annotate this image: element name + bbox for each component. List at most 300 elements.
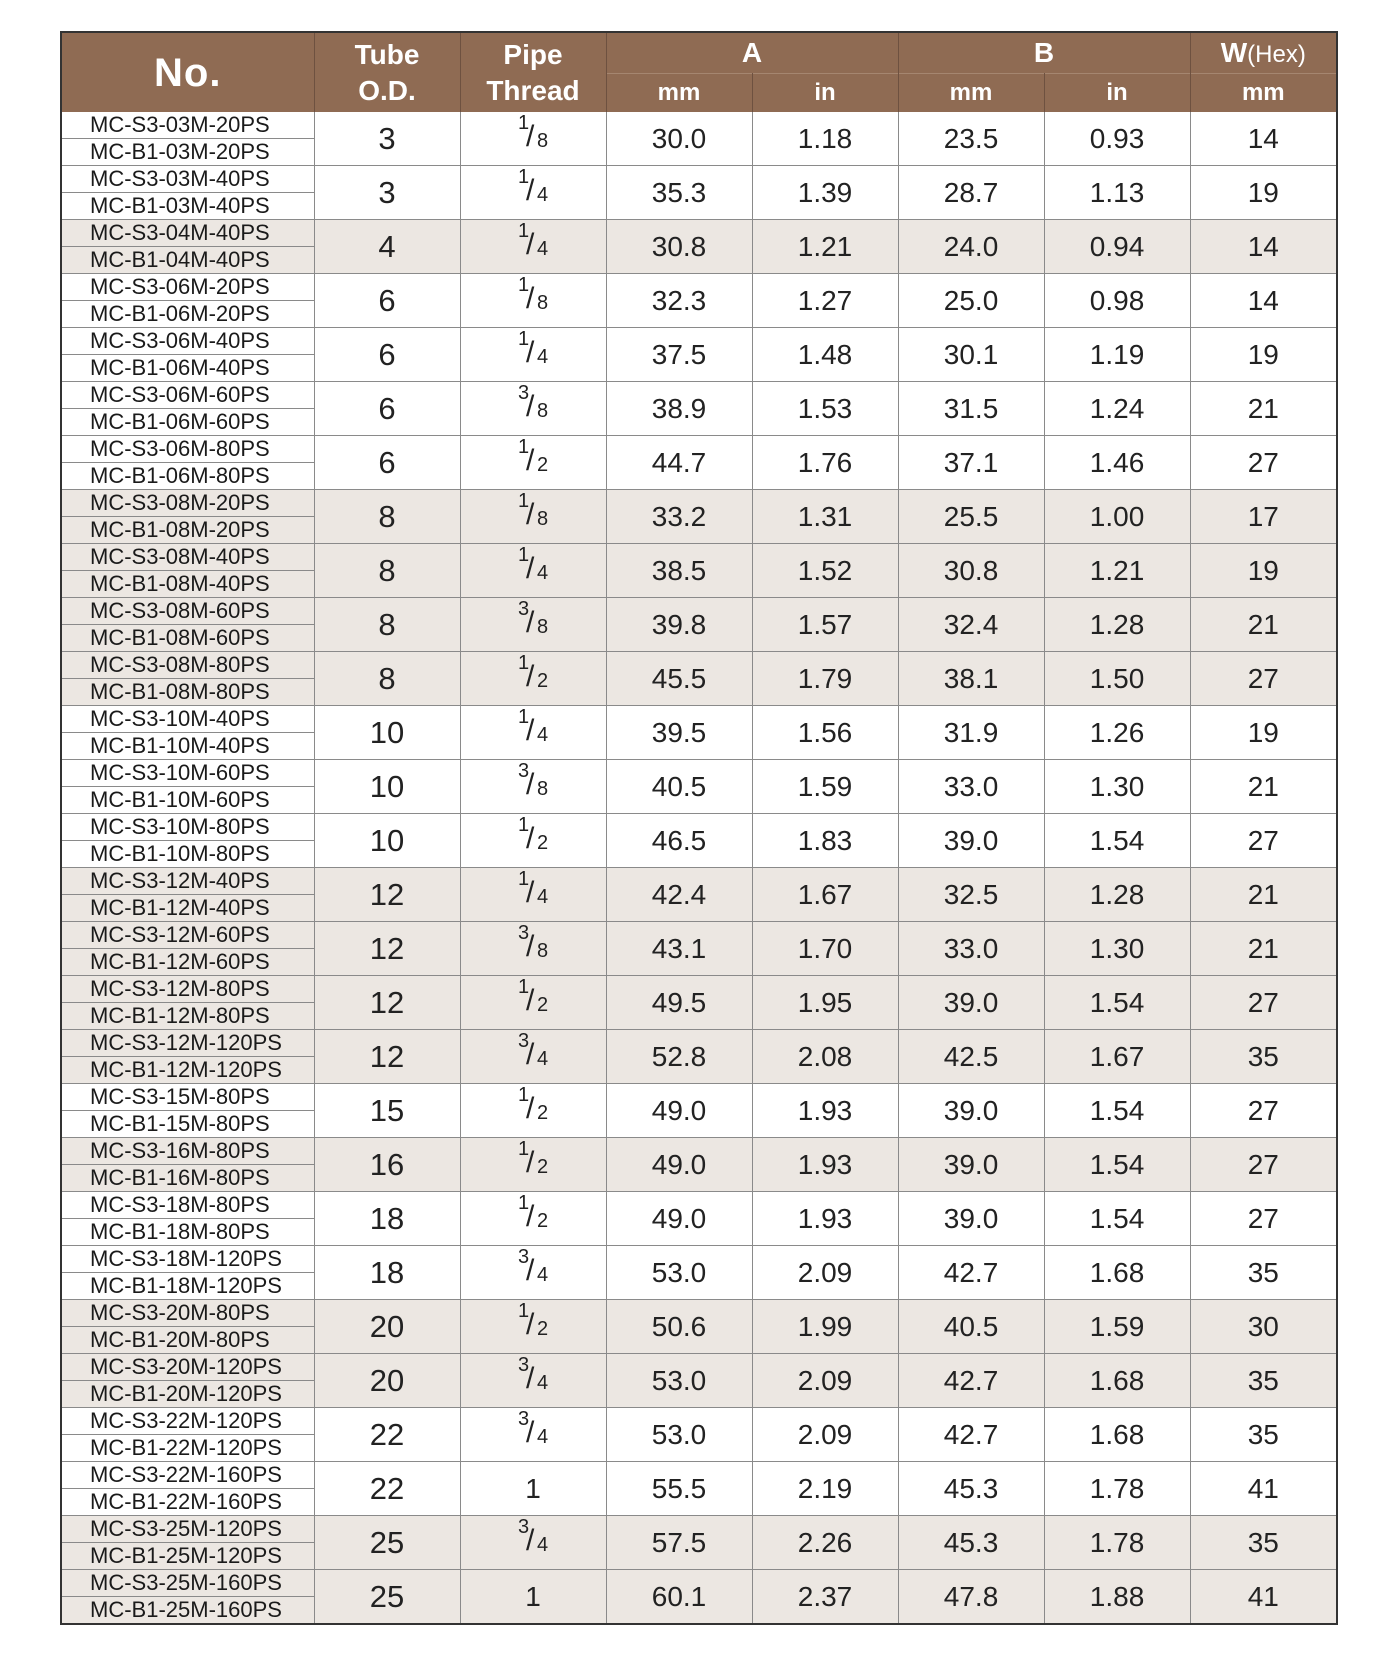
tube-od-cell: 10 bbox=[314, 814, 460, 868]
a-in-cell: 1.53 bbox=[752, 382, 898, 436]
table-row bbox=[61, 760, 1337, 814]
pipe-thread-cell bbox=[460, 1138, 606, 1192]
tube-od-cell: 15 bbox=[314, 1084, 460, 1138]
b-in-cell: 1.54 bbox=[1044, 976, 1190, 1030]
part-number-b1: MC-B1-22M-120PS bbox=[90, 1435, 282, 1460]
part-number-b1: MC-B1-12M-120PS bbox=[90, 1057, 282, 1082]
a-mm-cell: 52.8 bbox=[606, 1030, 752, 1084]
part-number-cell bbox=[61, 382, 314, 436]
fraction-slash: / bbox=[526, 606, 535, 639]
thread-denominator: 2 bbox=[537, 454, 549, 476]
thread-denominator: 8 bbox=[537, 508, 549, 530]
w-hex-cell: 30 bbox=[1190, 1300, 1337, 1354]
header-b-mm: mm bbox=[898, 74, 1044, 113]
thread-numerator: 3 bbox=[518, 1354, 530, 1376]
b-mm-cell: 42.7 bbox=[898, 1354, 1044, 1408]
fraction-slash: / bbox=[526, 498, 535, 531]
a-in-cell: 1.83 bbox=[752, 814, 898, 868]
thread-numerator: 1 bbox=[518, 166, 530, 188]
header-pipe-line1: Pipe bbox=[503, 38, 563, 70]
table-row bbox=[61, 1462, 1337, 1516]
w-hex-cell: 27 bbox=[1190, 814, 1337, 868]
pipe-thread-cell bbox=[460, 382, 606, 436]
table-row bbox=[61, 1570, 1337, 1625]
b-in-cell: 0.94 bbox=[1044, 220, 1190, 274]
pipe-thread-cell bbox=[460, 976, 606, 1030]
thread-denominator: 4 bbox=[537, 346, 549, 368]
part-number-s3: MC-S3-16M-80PS bbox=[62, 1138, 314, 1165]
tube-od-cell: 8 bbox=[314, 490, 460, 544]
thread-fraction bbox=[516, 168, 550, 210]
w-hex-cell: 21 bbox=[1190, 868, 1337, 922]
thread-numerator: 1 bbox=[518, 868, 530, 890]
part-number-cell bbox=[61, 1516, 314, 1570]
b-mm-cell: 42.5 bbox=[898, 1030, 1044, 1084]
b-in-cell: 1.00 bbox=[1044, 490, 1190, 544]
part-number-b1: MC-B1-18M-80PS bbox=[90, 1219, 270, 1244]
thread-denominator: 4 bbox=[537, 238, 549, 260]
tube-od-cell: 3 bbox=[314, 112, 460, 166]
thread-fraction bbox=[516, 1194, 550, 1236]
thread-fraction bbox=[516, 1032, 550, 1074]
thread-numerator: 1 bbox=[518, 976, 530, 998]
tube-od-cell: 20 bbox=[314, 1300, 460, 1354]
thread-denominator: 4 bbox=[537, 1534, 549, 1556]
table-row bbox=[61, 274, 1337, 328]
part-number-cell bbox=[61, 706, 314, 760]
a-in-cell: 1.93 bbox=[752, 1192, 898, 1246]
w-hex-cell: 19 bbox=[1190, 166, 1337, 220]
b-mm-cell: 33.0 bbox=[898, 760, 1044, 814]
thread-fraction bbox=[516, 330, 550, 372]
part-number-cell bbox=[61, 1138, 314, 1192]
w-hex-cell: 14 bbox=[1190, 274, 1337, 328]
b-mm-cell: 23.5 bbox=[898, 112, 1044, 166]
thread-denominator: 8 bbox=[537, 292, 549, 314]
b-mm-cell: 32.5 bbox=[898, 868, 1044, 922]
b-mm-cell: 39.0 bbox=[898, 1192, 1044, 1246]
thread-fraction bbox=[516, 222, 550, 264]
part-number-cell bbox=[61, 1570, 314, 1625]
a-mm-cell: 45.5 bbox=[606, 652, 752, 706]
header-b: B bbox=[898, 32, 1190, 74]
part-number-cell bbox=[61, 1084, 314, 1138]
table-row bbox=[61, 598, 1337, 652]
part-number-s3: MC-S3-20M-80PS bbox=[62, 1300, 314, 1327]
part-number-s3: MC-S3-06M-80PS bbox=[62, 436, 314, 463]
part-number-cell bbox=[61, 274, 314, 328]
part-number-s3: MC-S3-15M-80PS bbox=[62, 1084, 314, 1111]
a-in-cell: 1.93 bbox=[752, 1138, 898, 1192]
thread-numerator: 1 bbox=[518, 274, 530, 296]
part-number-s3: MC-S3-06M-40PS bbox=[62, 328, 314, 355]
a-in-cell: 1.70 bbox=[752, 922, 898, 976]
b-in-cell: 1.54 bbox=[1044, 1192, 1190, 1246]
thread-denominator: 4 bbox=[537, 724, 549, 746]
thread-denominator: 2 bbox=[537, 670, 549, 692]
pipe-thread-cell bbox=[460, 1516, 606, 1570]
part-number-cell bbox=[61, 436, 314, 490]
a-mm-cell: 30.0 bbox=[606, 112, 752, 166]
w-hex-cell: 19 bbox=[1190, 706, 1337, 760]
thread-denominator: 2 bbox=[537, 1102, 549, 1124]
thread-numerator: 3 bbox=[518, 760, 530, 782]
fraction-slash: / bbox=[526, 1092, 535, 1125]
b-mm-cell: 38.1 bbox=[898, 652, 1044, 706]
part-number-b1: MC-B1-12M-40PS bbox=[90, 895, 270, 920]
thread-numerator: 1 bbox=[518, 436, 530, 458]
tube-od-cell: 12 bbox=[314, 922, 460, 976]
b-in-cell: 1.46 bbox=[1044, 436, 1190, 490]
part-number-b1: MC-B1-08M-40PS bbox=[90, 571, 270, 596]
thread-fraction bbox=[516, 870, 550, 912]
a-mm-cell: 49.5 bbox=[606, 976, 752, 1030]
w-hex-cell: 21 bbox=[1190, 382, 1337, 436]
a-mm-cell: 35.3 bbox=[606, 166, 752, 220]
table-row bbox=[61, 490, 1337, 544]
table-row bbox=[61, 1408, 1337, 1462]
a-in-cell: 2.37 bbox=[752, 1570, 898, 1625]
pipe-thread-cell bbox=[460, 1246, 606, 1300]
thread-denominator: 2 bbox=[537, 1210, 549, 1232]
w-hex-cell: 41 bbox=[1190, 1570, 1337, 1625]
part-number-s3: MC-S3-25M-160PS bbox=[62, 1570, 314, 1597]
a-mm-cell: 53.0 bbox=[606, 1408, 752, 1462]
part-number-b1: MC-B1-03M-20PS bbox=[90, 139, 270, 164]
thread-numerator: 1 bbox=[518, 1192, 530, 1214]
part-number-cell bbox=[61, 976, 314, 1030]
fraction-slash: / bbox=[526, 174, 535, 207]
part-number-cell bbox=[61, 1246, 314, 1300]
tube-od-cell: 4 bbox=[314, 220, 460, 274]
thread-numerator: 3 bbox=[518, 382, 530, 404]
thread-denominator: 4 bbox=[537, 886, 549, 908]
table-row bbox=[61, 706, 1337, 760]
tube-od-cell: 22 bbox=[314, 1462, 460, 1516]
header-pipe-thread bbox=[460, 32, 606, 112]
b-mm-cell: 32.4 bbox=[898, 598, 1044, 652]
a-mm-cell: 40.5 bbox=[606, 760, 752, 814]
fraction-slash: / bbox=[526, 660, 535, 693]
pipe-thread-cell bbox=[460, 490, 606, 544]
a-mm-cell: 50.6 bbox=[606, 1300, 752, 1354]
part-number-cell bbox=[61, 1030, 314, 1084]
thread-denominator: 2 bbox=[537, 1156, 549, 1178]
fraction-slash: / bbox=[526, 228, 535, 261]
b-in-cell: 1.21 bbox=[1044, 544, 1190, 598]
pipe-thread-cell bbox=[460, 1354, 606, 1408]
header-w-suffix: (Hex) bbox=[1247, 41, 1306, 69]
b-in-cell: 1.68 bbox=[1044, 1354, 1190, 1408]
a-mm-cell: 39.8 bbox=[606, 598, 752, 652]
thread-whole: 1 bbox=[525, 1580, 541, 1612]
a-mm-cell: 42.4 bbox=[606, 868, 752, 922]
part-number-b1: MC-B1-08M-60PS bbox=[90, 625, 270, 650]
part-number-s3: MC-S3-06M-60PS bbox=[62, 382, 314, 409]
thread-numerator: 1 bbox=[518, 328, 530, 350]
part-number-s3: MC-S3-08M-40PS bbox=[62, 544, 314, 571]
fraction-slash: / bbox=[526, 1200, 535, 1233]
part-number-s3: MC-S3-12M-120PS bbox=[62, 1030, 314, 1057]
tube-od-cell: 18 bbox=[314, 1192, 460, 1246]
pipe-thread-cell bbox=[460, 1408, 606, 1462]
tube-od-cell: 25 bbox=[314, 1516, 460, 1570]
b-mm-cell: 45.3 bbox=[898, 1516, 1044, 1570]
w-hex-cell: 35 bbox=[1190, 1246, 1337, 1300]
tube-od-cell: 6 bbox=[314, 382, 460, 436]
thread-denominator: 8 bbox=[537, 400, 549, 422]
a-in-cell: 1.52 bbox=[752, 544, 898, 598]
b-mm-cell: 33.0 bbox=[898, 922, 1044, 976]
part-number-cell bbox=[61, 1192, 314, 1246]
tube-od-cell: 16 bbox=[314, 1138, 460, 1192]
fraction-slash: / bbox=[526, 120, 535, 153]
w-hex-cell: 41 bbox=[1190, 1462, 1337, 1516]
fraction-slash: / bbox=[526, 1362, 535, 1395]
header-row-top bbox=[61, 32, 1337, 74]
thread-denominator: 4 bbox=[537, 1264, 549, 1286]
w-hex-cell: 27 bbox=[1190, 436, 1337, 490]
thread-denominator: 4 bbox=[537, 562, 549, 584]
part-number-cell bbox=[61, 760, 314, 814]
fraction-slash: / bbox=[526, 984, 535, 1017]
thread-numerator: 3 bbox=[518, 1030, 530, 1052]
header-a-mm: mm bbox=[606, 74, 752, 113]
thread-numerator: 1 bbox=[518, 1138, 530, 1160]
a-mm-cell: 43.1 bbox=[606, 922, 752, 976]
w-hex-cell: 27 bbox=[1190, 1192, 1337, 1246]
b-in-cell: 1.50 bbox=[1044, 652, 1190, 706]
part-number-b1: MC-B1-20M-80PS bbox=[90, 1327, 270, 1352]
table-body bbox=[61, 112, 1337, 1624]
part-number-s3: MC-S3-12M-60PS bbox=[62, 922, 314, 949]
fraction-slash: / bbox=[526, 552, 535, 585]
part-number-b1: MC-B1-06M-80PS bbox=[90, 463, 270, 488]
a-mm-cell: 53.0 bbox=[606, 1354, 752, 1408]
part-number-s3: MC-S3-18M-120PS bbox=[62, 1246, 314, 1273]
pipe-thread-cell bbox=[460, 328, 606, 382]
a-in-cell: 1.57 bbox=[752, 598, 898, 652]
a-in-cell: 1.48 bbox=[752, 328, 898, 382]
b-in-cell: 1.67 bbox=[1044, 1030, 1190, 1084]
b-mm-cell: 47.8 bbox=[898, 1570, 1044, 1625]
thread-numerator: 1 bbox=[518, 706, 530, 728]
thread-fraction bbox=[516, 1302, 550, 1344]
a-mm-cell: 60.1 bbox=[606, 1570, 752, 1625]
pipe-thread-cell bbox=[460, 1192, 606, 1246]
header-tube-od bbox=[314, 32, 460, 112]
tube-od-cell: 12 bbox=[314, 868, 460, 922]
a-mm-cell: 37.5 bbox=[606, 328, 752, 382]
table-row bbox=[61, 652, 1337, 706]
part-number-b1: MC-B1-06M-60PS bbox=[90, 409, 270, 434]
thread-numerator: 1 bbox=[518, 490, 530, 512]
pipe-thread-cell bbox=[460, 922, 606, 976]
thread-fraction bbox=[516, 762, 550, 804]
part-number-b1: MC-B1-15M-80PS bbox=[90, 1111, 270, 1136]
pipe-thread-cell bbox=[460, 436, 606, 490]
b-in-cell: 1.78 bbox=[1044, 1462, 1190, 1516]
tube-od-cell: 22 bbox=[314, 1408, 460, 1462]
a-in-cell: 1.56 bbox=[752, 706, 898, 760]
part-number-cell bbox=[61, 652, 314, 706]
header-b-in: in bbox=[1044, 74, 1190, 113]
thread-fraction bbox=[516, 600, 550, 642]
pipe-thread-cell bbox=[460, 1300, 606, 1354]
table-row bbox=[61, 1084, 1337, 1138]
a-in-cell: 1.76 bbox=[752, 436, 898, 490]
thread-fraction bbox=[516, 978, 550, 1020]
part-number-b1: MC-B1-12M-80PS bbox=[90, 1003, 270, 1028]
part-number-b1: MC-B1-10M-80PS bbox=[90, 841, 270, 866]
part-number-s3: MC-S3-03M-40PS bbox=[62, 166, 314, 193]
table-row bbox=[61, 382, 1337, 436]
w-hex-cell: 21 bbox=[1190, 760, 1337, 814]
header-no: No. bbox=[61, 32, 314, 112]
thread-fraction bbox=[516, 546, 550, 588]
thread-numerator: 1 bbox=[518, 652, 530, 674]
thread-fraction bbox=[516, 924, 550, 966]
w-hex-cell: 35 bbox=[1190, 1408, 1337, 1462]
a-in-cell: 1.39 bbox=[752, 166, 898, 220]
part-number-cell bbox=[61, 166, 314, 220]
pipe-thread-cell bbox=[460, 598, 606, 652]
part-number-cell bbox=[61, 1462, 314, 1516]
thread-fraction bbox=[516, 1356, 550, 1398]
thread-denominator: 4 bbox=[537, 1048, 549, 1070]
a-in-cell: 1.21 bbox=[752, 220, 898, 274]
part-number-cell bbox=[61, 328, 314, 382]
fraction-slash: / bbox=[526, 930, 535, 963]
fraction-slash: / bbox=[526, 1254, 535, 1287]
part-number-cell bbox=[61, 112, 314, 166]
w-hex-cell: 27 bbox=[1190, 1138, 1337, 1192]
table-row bbox=[61, 1030, 1337, 1084]
part-number-s3: MC-S3-10M-80PS bbox=[62, 814, 314, 841]
part-number-b1: MC-B1-18M-120PS bbox=[90, 1273, 282, 1298]
tube-od-cell: 10 bbox=[314, 706, 460, 760]
fraction-slash: / bbox=[526, 336, 535, 369]
thread-numerator: 3 bbox=[518, 598, 530, 620]
b-mm-cell: 31.5 bbox=[898, 382, 1044, 436]
a-in-cell: 2.09 bbox=[752, 1408, 898, 1462]
part-number-s3: MC-S3-25M-120PS bbox=[62, 1516, 314, 1543]
table-row bbox=[61, 922, 1337, 976]
part-number-b1: MC-B1-08M-80PS bbox=[90, 679, 270, 704]
part-number-cell bbox=[61, 814, 314, 868]
part-number-cell bbox=[61, 490, 314, 544]
a-mm-cell: 49.0 bbox=[606, 1138, 752, 1192]
a-mm-cell: 46.5 bbox=[606, 814, 752, 868]
w-hex-cell: 21 bbox=[1190, 922, 1337, 976]
tube-od-cell: 6 bbox=[314, 328, 460, 382]
part-number-s3: MC-S3-10M-60PS bbox=[62, 760, 314, 787]
thread-numerator: 3 bbox=[518, 922, 530, 944]
b-mm-cell: 24.0 bbox=[898, 220, 1044, 274]
fraction-slash: / bbox=[526, 822, 535, 855]
part-number-b1: MC-B1-08M-20PS bbox=[90, 517, 270, 542]
thread-denominator: 4 bbox=[537, 1426, 549, 1448]
b-in-cell: 1.78 bbox=[1044, 1516, 1190, 1570]
a-mm-cell: 49.0 bbox=[606, 1192, 752, 1246]
a-in-cell: 1.67 bbox=[752, 868, 898, 922]
table-row bbox=[61, 1300, 1337, 1354]
b-in-cell: 1.26 bbox=[1044, 706, 1190, 760]
tube-od-cell: 10 bbox=[314, 760, 460, 814]
part-number-s3: MC-S3-12M-80PS bbox=[62, 976, 314, 1003]
part-number-s3: MC-S3-22M-120PS bbox=[62, 1408, 314, 1435]
part-number-b1: MC-B1-10M-60PS bbox=[90, 787, 270, 812]
part-number-b1: MC-B1-25M-120PS bbox=[90, 1543, 282, 1568]
fraction-slash: / bbox=[526, 1524, 535, 1557]
part-number-s3: MC-S3-08M-20PS bbox=[62, 490, 314, 517]
thread-fraction bbox=[516, 654, 550, 696]
tube-od-cell: 6 bbox=[314, 274, 460, 328]
fraction-slash: / bbox=[526, 444, 535, 477]
part-number-b1: MC-B1-22M-160PS bbox=[90, 1489, 282, 1514]
b-mm-cell: 25.0 bbox=[898, 274, 1044, 328]
thread-fraction bbox=[516, 492, 550, 534]
b-mm-cell: 45.3 bbox=[898, 1462, 1044, 1516]
tube-od-cell: 8 bbox=[314, 652, 460, 706]
b-in-cell: 0.98 bbox=[1044, 274, 1190, 328]
b-in-cell: 1.88 bbox=[1044, 1570, 1190, 1625]
tube-od-cell: 8 bbox=[314, 598, 460, 652]
thread-denominator: 2 bbox=[537, 832, 549, 854]
a-mm-cell: 55.5 bbox=[606, 1462, 752, 1516]
pipe-thread-cell bbox=[460, 1030, 606, 1084]
b-in-cell: 1.28 bbox=[1044, 598, 1190, 652]
table-row bbox=[61, 328, 1337, 382]
w-hex-cell: 35 bbox=[1190, 1030, 1337, 1084]
part-number-b1: MC-B1-06M-20PS bbox=[90, 301, 270, 326]
tube-od-cell: 6 bbox=[314, 436, 460, 490]
thread-fraction bbox=[516, 1410, 550, 1452]
tube-od-cell: 18 bbox=[314, 1246, 460, 1300]
w-hex-cell: 17 bbox=[1190, 490, 1337, 544]
thread-fraction bbox=[516, 1248, 550, 1290]
b-mm-cell: 42.7 bbox=[898, 1408, 1044, 1462]
a-in-cell: 1.99 bbox=[752, 1300, 898, 1354]
table-header bbox=[61, 32, 1337, 112]
a-in-cell: 2.09 bbox=[752, 1354, 898, 1408]
part-number-b1: MC-B1-12M-60PS bbox=[90, 949, 270, 974]
thread-numerator: 3 bbox=[518, 1408, 530, 1430]
thread-numerator: 3 bbox=[518, 1246, 530, 1268]
thread-numerator: 1 bbox=[518, 1300, 530, 1322]
pipe-thread-cell bbox=[460, 112, 606, 166]
part-number-cell bbox=[61, 220, 314, 274]
thread-fraction bbox=[516, 384, 550, 426]
part-number-b1: MC-B1-20M-120PS bbox=[90, 1381, 282, 1406]
thread-numerator: 1 bbox=[518, 1084, 530, 1106]
thread-denominator: 2 bbox=[537, 994, 549, 1016]
tube-od-cell: 20 bbox=[314, 1354, 460, 1408]
thread-fraction bbox=[516, 438, 550, 480]
thread-whole: 1 bbox=[525, 1472, 541, 1504]
table-row bbox=[61, 1246, 1337, 1300]
pipe-thread-cell bbox=[460, 760, 606, 814]
b-mm-cell: 39.0 bbox=[898, 976, 1044, 1030]
thread-numerator: 1 bbox=[518, 112, 530, 134]
header-w-letter: W bbox=[1220, 37, 1248, 69]
a-mm-cell: 38.5 bbox=[606, 544, 752, 598]
w-hex-cell: 14 bbox=[1190, 112, 1337, 166]
a-in-cell: 1.27 bbox=[752, 274, 898, 328]
thread-denominator: 4 bbox=[537, 184, 549, 206]
thread-denominator: 2 bbox=[537, 1318, 549, 1340]
b-in-cell: 1.13 bbox=[1044, 166, 1190, 220]
